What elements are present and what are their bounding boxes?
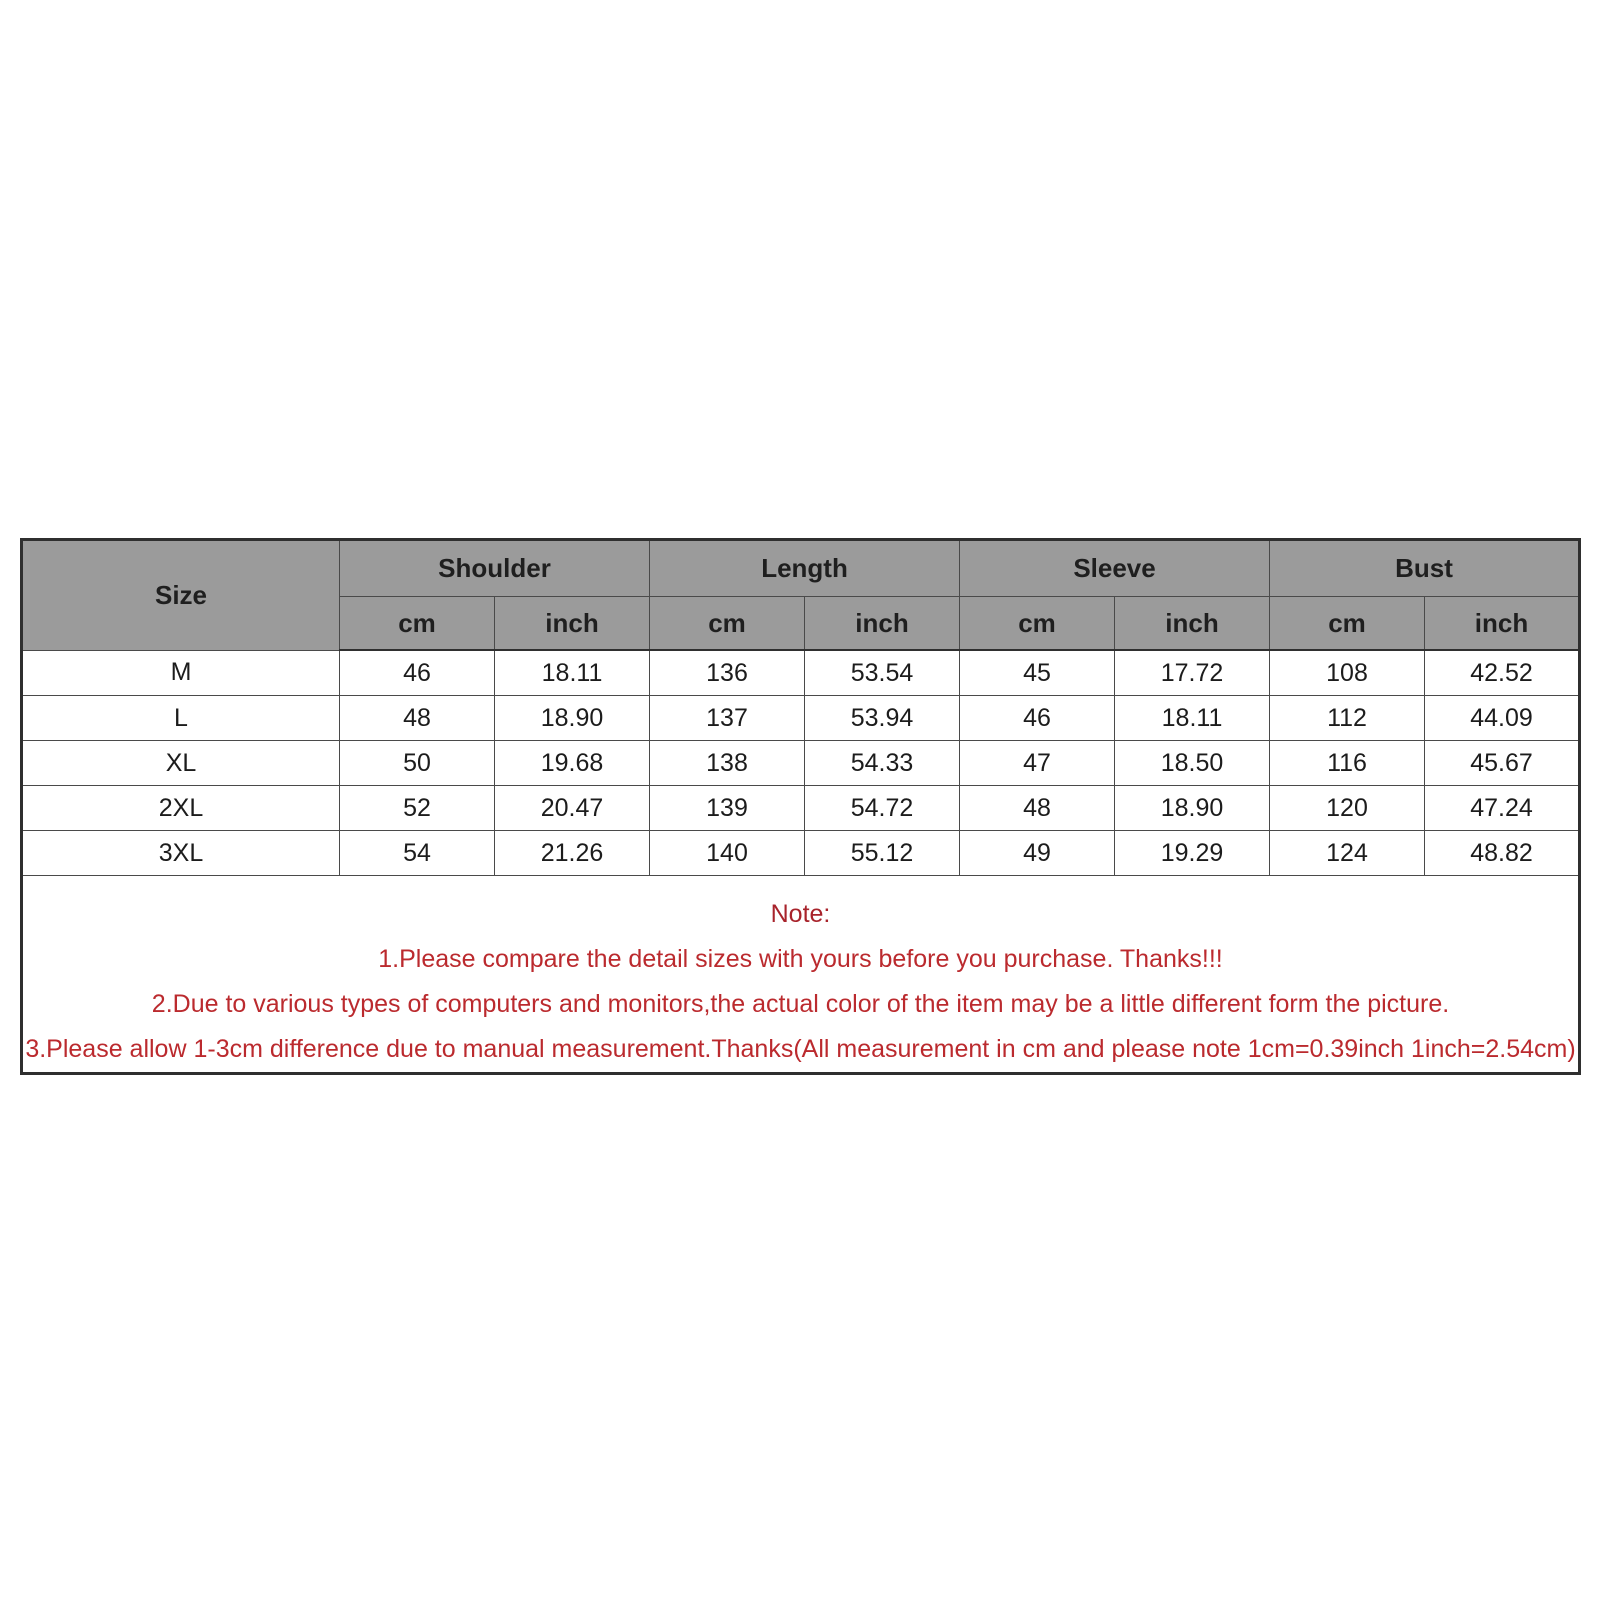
cell-value: 45 — [960, 650, 1115, 696]
cell-value: 19.68 — [495, 741, 650, 786]
cell-value: 47.24 — [1425, 786, 1580, 831]
table-row-m — [22, 650, 1580, 696]
shoulder-cm-header: cm — [340, 597, 495, 651]
cell-value: 139 — [650, 786, 805, 831]
cell-value: 47 — [960, 741, 1115, 786]
note-block — [23, 876, 1578, 1072]
length-group-header: Length — [650, 540, 960, 597]
cell-value: 50 — [340, 741, 495, 786]
shoulder-group-header: Shoulder — [340, 540, 650, 597]
note-cell — [22, 876, 1580, 1074]
size-label: 3XL — [22, 831, 340, 876]
shoulder-inch-header: inch — [495, 597, 650, 651]
note-line-2: 2.Due to various types of computers and monitors,the actual color of the item may be a little different form the picture. — [151, 990, 1450, 1018]
bust-group-header: Bust — [1270, 540, 1580, 597]
cell-value: 17.72 — [1115, 650, 1270, 696]
cell-value: 136 — [650, 650, 805, 696]
cell-value: 138 — [650, 741, 805, 786]
cell-value: 48 — [960, 786, 1115, 831]
cell-value: 46 — [340, 650, 495, 696]
cell-value: 108 — [1270, 650, 1425, 696]
size-chart-body — [22, 650, 1580, 1074]
cell-value: 48 — [340, 696, 495, 741]
cell-value: 18.50 — [1115, 741, 1270, 786]
cell-value: 45.67 — [1425, 741, 1580, 786]
cell-value: 44.09 — [1425, 696, 1580, 741]
cell-value: 49 — [960, 831, 1115, 876]
cell-value: 54 — [340, 831, 495, 876]
size-label: M — [22, 650, 340, 696]
cell-value: 21.26 — [495, 831, 650, 876]
size-label: 2XL — [22, 786, 340, 831]
sleeve-inch-header: inch — [1115, 597, 1270, 651]
table-row-l — [22, 696, 1580, 741]
cell-value: 20.47 — [495, 786, 650, 831]
cell-value: 53.54 — [805, 650, 960, 696]
cell-value: 46 — [960, 696, 1115, 741]
cell-value: 137 — [650, 696, 805, 741]
bust-inch-header: inch — [1425, 597, 1580, 651]
cell-value: 53.94 — [805, 696, 960, 741]
cell-value: 52 — [340, 786, 495, 831]
size-chart-header — [22, 540, 1580, 651]
cell-value: 54.72 — [805, 786, 960, 831]
cell-value: 18.11 — [495, 650, 650, 696]
note-row — [22, 876, 1580, 1074]
length-inch-header: inch — [805, 597, 960, 651]
cell-value: 18.90 — [1115, 786, 1270, 831]
sleeve-group-header: Sleeve — [960, 540, 1270, 597]
size-chart-table — [20, 538, 1581, 1075]
sleeve-cm-header: cm — [960, 597, 1115, 651]
length-cm-header: cm — [650, 597, 805, 651]
size-column-header: Size — [22, 540, 340, 651]
cell-value: 120 — [1270, 786, 1425, 831]
cell-value: 116 — [1270, 741, 1425, 786]
note-line-3: 3.Please allow 1-3cm difference due to manual measurement.Thanks(All measurement in cm and please note 1cm=0.39inch 1inch=2.54cm) — [25, 1035, 1576, 1063]
cell-value: 48.82 — [1425, 831, 1580, 876]
size-label: XL — [22, 741, 340, 786]
table-row-2xl — [22, 786, 1580, 831]
cell-value: 42.52 — [1425, 650, 1580, 696]
cell-value: 55.12 — [805, 831, 960, 876]
note-title: Note: — [770, 900, 831, 928]
cell-value: 124 — [1270, 831, 1425, 876]
table-row-3xl — [22, 831, 1580, 876]
cell-value: 112 — [1270, 696, 1425, 741]
table-row-xl — [22, 741, 1580, 786]
bust-cm-header: cm — [1270, 597, 1425, 651]
note-line-1: 1.Please compare the detail sizes with yours before you purchase. Thanks!!! — [378, 945, 1223, 973]
header-group-row — [22, 540, 1580, 597]
cell-value: 140 — [650, 831, 805, 876]
cell-value: 54.33 — [805, 741, 960, 786]
size-label: L — [22, 696, 340, 741]
cell-value: 19.29 — [1115, 831, 1270, 876]
cell-value: 18.90 — [495, 696, 650, 741]
cell-value: 18.11 — [1115, 696, 1270, 741]
